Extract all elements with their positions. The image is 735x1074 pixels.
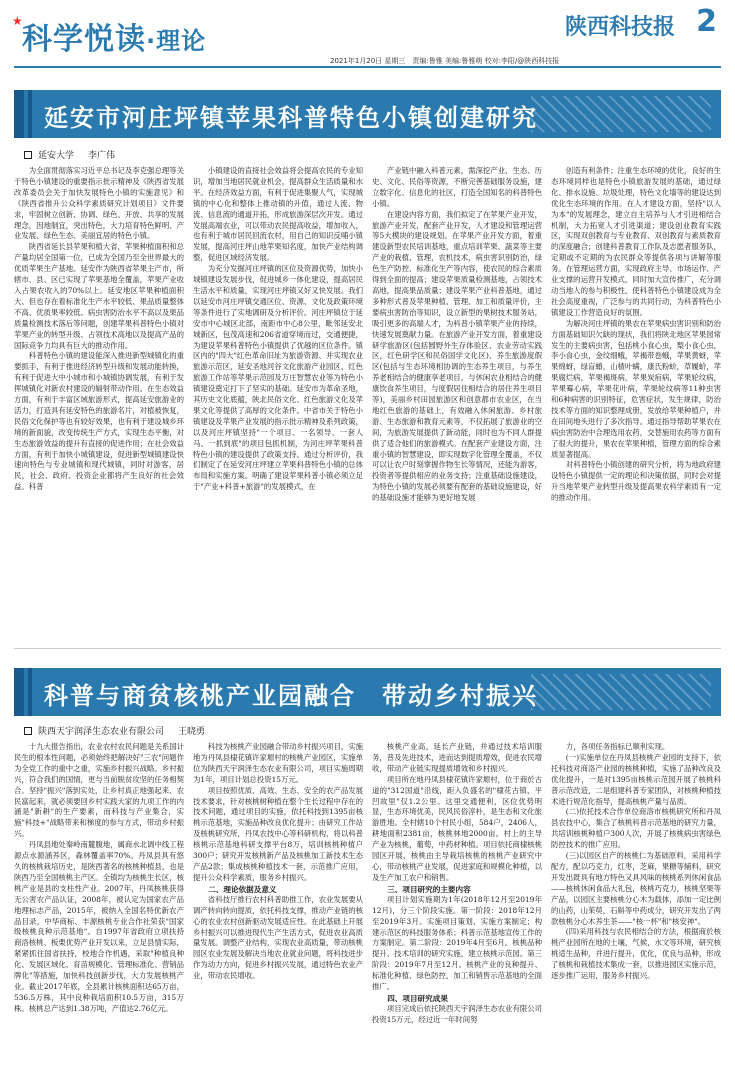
paragraph: 科技为核桃产业园融合带动乡村振兴项目，实施地为丹凤县棣花镇许家塬村的核桃产业园区，实施单位为陕西天宇润泽生态农业有限公司，项目实施周期为1年，项目计划总投资15万元。 (193, 742, 363, 784)
article2-title: 科普与商贫核桃产业园融合 带动乡村振兴 (44, 682, 538, 710)
article1-author: 李广伟 (88, 151, 116, 161)
banner-stripe (14, 668, 24, 716)
article1-column (193, 166, 363, 640)
section-subtitle: ·理论 (146, 27, 207, 55)
paragraph: 产业链中融入科普元素，需深挖产业、生态、历史、文化、民俗等资源，不断完善基础服务设施，建立数字化、信息化的社区，打造全国知名的科普特色小镇。 (372, 166, 542, 208)
square-icon (24, 727, 32, 735)
section-title (22, 14, 206, 58)
article1-banner (14, 90, 721, 138)
article1-column (551, 166, 721, 640)
article2-column (551, 742, 721, 1066)
section-heading: 四、项目研究成果 (387, 993, 448, 1003)
paragraph: (三)以园区自产的核桃仁为基础原料，采用科学配方，配以巧克力，红枣，芝麻，果糖等辅料，研究开发出既具有地方特色又具风味的核桃系列休闲食品——核桃休闲食品大礼包，核桃巧克力，核桃坚果等产品，以园区主要核桃分心木为载体，添加一定比例的山药，山茱萸，石斛等中药成分，研究开发出了两款核桃分心木养生茶——"核一杯"和"核安神"。 (551, 851, 721, 926)
banner-stripe (28, 668, 32, 716)
paragraph: (二)依托技术合作单位商洛市核桃研究所和丹凤县农技中心，集合了核桃科普示范基地的研究力量，共培训核桃种植户300人次，开展了核桃病虫害绿色防控技术的推广应用。 (551, 807, 721, 850)
header-rule (14, 66, 721, 68)
paragraph: 十九大报告指出，农业农村农民问题是关系国计民生的根本性问题，必须始终把解决好"三农"问题作为全党工作的重中之重，实施乡村振兴战略。乡村振兴，符合我们的国情，更与当前脱贫攻坚的任务相契合。坚持"振兴"落到实处，让乡村真正地强起来、农民富起来，就必须要回乡村实践大家的九项工作的内涵是"新耕"的生产要素，而科技与产业集合，实施"科技+"战略带来和梯度的参与方式，带动乡村振兴。 (14, 742, 184, 839)
paragraph: 省科技厅推行农村科普助推工作，农业发展要从调产转向转向提质，依托科技支撑，推动产业链的核心的农业农村创新驱动发展适应性。在此基础上开展乡村振兴可以推进现代生产生活方式，促进农业高质量发展。调整产业结构，实现农业高质量，带动核桃园区农业发展及解决当地农业就业问题，将科技进步作为动力方向，促进乡村振兴发展，通过特色农业产业，带动农民增收。 (193, 894, 363, 981)
paragraph: 为充分发掘河庄坪镇的区位及资源优势，加快小城镇建设发展步伐，促进城乡一体化建设，提高居民生活水平和质量，实现河庄坪镇又好又快发展。我们以延安市河庄坪镇交通区位、资源、文化及政策环境等条件进行了实地调研及分析评价。河庄坪镇位于延安市中心城区北部，南距市中心8公里，毗邻延安北城新区，包茂高速和206省道穿境而过，交通便捷，为建设苹果科普特色小镇提供了优越的区位条件。镇区内的"四大"红色革命旧址为旅游资源、并实现农业旅游示范区，延安圣地河谷文化旅游产业园区、红色旅游工作站等苹果示范园及万庄智慧农业等为特色小镇建设奠定打下了坚实的基础。延安市为革命圣地，其历史文化底蕴，陕北民俗文化、红色旅游文化及苹果文化等提供了高厚的文化条件。中省市关于特色小镇建设及苹果产业发展的指示批示精神及系列政策，以及河庄坪镇坚持"一个项目、一名领导、一套人马、一抓到底"的项目包抓机制，为河庄坪苹果科普特色小镇的建设提供了政策支持。通过分析评价，我们制定了在延安河庄坪建立苹果科普特色小镇的总体布局和实施方案。明确了建设苹果科普小镇必须立足于"产业+科普+旅游"的发展模式，在 (193, 264, 363, 492)
section-heading: 三、项目研究的主要内容 (387, 884, 471, 894)
article1-title: 延安市河庄坪镇苹果科普特色小镇创建研究 (44, 104, 538, 132)
article2-body (14, 742, 721, 1066)
article2-org: 陕西天宇润泽生态农业有限公司 (38, 727, 165, 737)
paragraph: 丹凤县地处秦岭南麓腹地，属商水北调中线工程源点水源涵养区，森林覆盖率70%。丹凤县具有悠久的核桃栽培历史，是陕西著名的核桃种植县，也是陕西乃至全国核桃主产区。全镇均为核桃生长区，核桃产业是县的支柱性产业。2007年，丹凤核桃获得无公害农产品认证，2008年，被认定为国家农产品地理标志产品，2015年，被纳入全国名特优新农产品目录，中华商标、丰源核桃专业合作社荣获"国家级核桃良种示范基地"。自1997年省政府立项扶持商洛核桃、板栗优势产业开发以来，立足县情实际，紧紧抓住国省扶持，校地合作机遇，采取"种植良种化、发展区域化、育苗规模化、管理标准化、营销品牌化"等措施，加快科技创新步伐，大力发展核桃产业。截止2017年底，全县累计核桃面积达65万亩，536.5万株，其中良种栽培面积10.5万亩，315万株。核桃总产达到1.38万吨，产值达2.76亿元。 (14, 840, 184, 1013)
square-icon (24, 151, 32, 159)
page-number: 2 (696, 4, 717, 39)
article1-column (372, 166, 542, 640)
newspaper-name: 陕西科技报 (564, 15, 675, 40)
paragraph: (一)实施单位在丹凤县核桃产业园的支持下，依托科技对商洛产业园的核桃种植，实施了品种改良及优化提升，一是对1395亩核桃示范园开展了核桃科普示范改造，二是组建科普专家团队，对核桃种植技术进行规范化指导，提高核桃产量与品质。 (551, 752, 721, 806)
article1-org: 延安大学 (38, 151, 75, 161)
article2-column (372, 742, 542, 1066)
paragraph: (四)采用科技与农民相结合的方法，根据商於核桃产业园所在地的土壤，气候，水文等环境，研究核桃适生品种，并进行提升，优化，优良与品种，形成了核桃和栽植技术集成一套，以推进园区实施示范，逐步推广运用，服务乡村振兴。 (551, 927, 721, 981)
article1-column (14, 166, 184, 640)
banner-pattern (531, 96, 711, 132)
paragraph: 项目所在地丹凤县棣花镇许家塬村，位于商於古道的"312国道"沿线，距入负盛名的"棣花古镇，平凹故里"仅1.2公里。这里交通便利，区位优势明显，生态环境优美，民风民俗淳朴，是生态和文化旅游胜地。全村辖10个村民小组，584户，2406人，耕地面积2381亩，核桃林地2000亩。村上的主导产业为核桃，葡萄，中药材种植。项目依托商棣核桃园区开展，核桃由主导栽培核桃的核桃产业研究中心，带动核桃产业发展，促进家庭和规模化种植，以及生产加工农户和销售。 (372, 774, 542, 882)
paragraph: 在建设内容方面，我们拟定了在苹果产业开发，旅游产业开发，配套产业开发，人才建设和管理运营等5大模块的建设规划。在苹果产业开发方面，着重建设新型农民培训基地，重点培训苹果、蔬菜等主要产业的栽植、管理，农机技术，病虫害识别防治，绿色生产防控、标准化生产等内容，使农民的综合素质得到全面的提高；建设苹果质量检测基地，占领技术高地，提高果品质量；建设苹果产业科普基地，通过多种形式普及苹果种植、管理、加工和质量评价，主要病虫害防治等知识，设立新型的果树技术服务站，吸引更多的高端人才，为科普小镇苹果产业的持续，快速发展奠献力量。在旅游产业开发方面，着重建设研学旅游区(包括圆野外生存体验区、农业劳动实践区，红色研学区和民俗国学文化区)、养生旅游度假区(包括与生态环境相协调的生态养生项目，与养生养老相结合的健康享老项目，与休闲农业相结合的健康饮食养生项目，与度假居住相结合的居住养生项目等)，美丽乡村田园旅游区和创意都市农业区，在当地红色旅游的基础上，有效融入休闲旅游、乡村旅游、生态旅游和教育元素等，不仅拓展了旅游业的空间，为旅游发展提供了新动能，同时也为不同人群提供了适合他们的旅游模式。在配套产业建设方面，注重小镇的智慧建设，即实现数字化管理全覆盖，不仅可以让农户时刻掌握作物生长等情况，还能为游客，投资者等提供相应的业务支持；注重基础设施建设，为特色小镇的发展必须要有配套的基础设施建设，好的基础设施才能够为更好地发展 (372, 209, 542, 503)
page-header (0, 0, 735, 72)
banner-stripe (14, 90, 24, 138)
article2-byline (24, 724, 205, 737)
paragraph: 陕西省延长县苹果和植大省，苹果种植面积和总产量均居全国第一位，已成为全国乃至全世界最大的优质苹果生产基地。延安作为陕西省苹果主产市，所辖市、县、区已实现了苹果基地全覆盖，苹果产业收入占果农收入的70%以上。延安地区苹果种植面积大、但也存在着标准化生产水平较低、果品质量整体不高、优质果率较低、病虫害防治水平不高以及果品质量检测技术落后等问题，创建苹果科普特色小镇对苹果产业的转型升级、占领技术高地以及提高产品的国际竞争力均具有巨大的推动作用。 (14, 242, 184, 350)
paragraph: 为解决河庄坪镇的果农在苹果病虫害识别和防治方面基础知识欠缺的现状，我们将陕北地区苹果园常发生的主要病虫害，包括桃小食心虫，梨小食心虫，李小食心虫，金纹细蛾，苹褐带卷蛾，苹果黄蚜，苹果绵蚜，绿盲蝽，山楂叶螨，康氏粉蚧，草履蚧，苹果腐烂病，苹果褐斑病，苹果炭疽病，苹果轮纹病，苹果霉心病，苹果花叶病，苹果轮纹病等11种虫害和6种病害的识别特征，危害症状，发生规律，防治技术等方面的知识整理成册，发放给苹果种植户，并在田间地头进行了多次指导。通过指导帮助苹果农在病虫害防治中合理选用农药，交替施用农药等方面有了很大的提升，果农在苹果种植，管理方面的综合素质显著提高。 (551, 318, 721, 459)
star-icon: ★ (12, 14, 23, 28)
article-divider (14, 648, 721, 649)
paragraph: 项目按照优质、高效、生态、安全的农产品发展技术要求，针对核桃树种植在整个生长过程中存在的技术问题，通过项目的实施，依托科技到1395亩核桃示范基地，实施品种改良优化提升；由研究工作站及核桃研究所，丹凤农技中心等科研机构，将以科普核桃示范基地科研支撑平台8万，培训核桃种植户300户；研究开发核桃新产品及核桃加工新技术生态产品2款；集成核桃种植技术一套，示范推广应用，提升公众科学素质，服务乡村振兴。 (193, 785, 363, 882)
banner-pattern (531, 674, 711, 710)
section-heading: 二、理论依据及意义 (208, 884, 277, 894)
banner-stripe (28, 90, 32, 138)
paragraph: 创造有利条件；注重生态环境的优化，良好的生态环境同样也是特色小镇旅游发展的基础，通过绿化、排水设施、垃圾处理，特色文化墙等的建设达到优化生态环境的作用。在人才建设方面，坚持"以人为本"的发展理念，建立自主培养与人才引进相结合机制，大力拓宽人才引进渠道；建设创业教育实践区，实现双创教育与专业教育、双创教育与素质教育的深度融合；创建科普教育工作队及志愿者服务队，定期或不定期的为农民群众等提供各项与讲解等服务。在管理运营方面，实现政府主导、市场运作、产业支撑的运营开发模式，同时加大宣传推广，充分调动当地人的参与积极性，使科普特色小镇建设成为全社会高度重视，广泛参与的共同行动，为科普特色小镇建设工作营造良好的氛围。 (551, 166, 721, 317)
article2-banner (14, 668, 721, 716)
paragraph: 为全面贯彻落实习近平总书记及李克强总理等关于特色小镇建设的重要指示批示精神及《陕西省发展改革委员会关于加快发展特色小镇的实施意见》和《陕西省推升公众科学素质研究计划项目》文件要求，牢固树立创新、协调、绿色、开放、共享的发展理念，因地制宜，突出特色，大力培育特色鲜明、产业发展、绿色生态、美丽宜居的特色小镇。 (14, 166, 184, 241)
paragraph: 项目计划实施期为1年(2018年12月至2019年12月)，分三个阶段实施。第一阶段：2018年12月至2019年3月。实施项目策划、实施方案制定；构建示范区的科技服务体系；科普示范基地宣传工作的方案制定。第二阶段：2019年4月至6月。核桃品种提升、技术培训的研究实施，建立核桃示范园。第三阶段：2019年7月至12月。核桃产业的良种提升、标准化种植、绿色防控，加工和销售示范基地的全面推广。 (372, 894, 542, 992)
paragraph: 对科普特色小镇创建的研究分析，将为地政府建设特色小镇提供一定的理论和决策依据，同时会对提升当地苹果产业转型升级及提高果农科学素质有一定的推动作用。 (551, 460, 721, 503)
article2-column (14, 742, 184, 1066)
article1-body (14, 166, 721, 640)
paragraph: 科普特色小镇的建设能深入推进新型城镇化的重要抓手，有利于推进经济转型升级和发展动能转换，有利于促进大中小城市和小城镇协调发展，有利于发挥城镇化对新农村建设的辐射带动作用。在生态效益方面，有利于丰富区域旅游形式，提高延安旅游业的活力，打造具有延安特色的旅游名片，对植被恢复，民俗文化保护等也有较好效果，也有利于建设城乡环境的新面貌，改变传统生产方式，实现生态平衡，对生态旅游效益的提升有直接的促进作用；在社会效益方面，有利于加快小城镇建设，促进新型城镇建设快速向特色与专业城镇和现代城镇，同时对游客，居民，社会、政府、投资企业都将产生良好的社会效益。科普 (14, 351, 184, 492)
issue-meta: 2021年1月20日 星期三 责编:鲁雅 美编:鲁雅萌 校对:李阳/@陕西科技报 (330, 57, 560, 65)
article1-byline (24, 148, 115, 161)
paragraph: 项目完成后依托陕西天宇润泽生态农业有限公司投资15万元，经过近一年时间努 (372, 1003, 542, 1024)
paragraph: 力，各项任务指标已顺利实现。 (565, 742, 670, 751)
article2-author: 王晓勇 (178, 727, 206, 737)
section-title-text: 科学悦读 (22, 22, 146, 57)
paragraph: 核桃产业高，延长产业链，并通过技术培训服务，普及先进技术，进而达到提质增效，促进农民增收，带动产业链实现提质增效和乡村振兴。 (372, 742, 542, 773)
paragraph: 小镇建设的直接社会效益将会提高农民的专业知识，增加当地居民就业机会，提高群众生活质量和水平。在经济效益方面，有利于促进集聚人气，实现城镇的中心化和整体上推动镇的升值，通过人流、物流、信息流的通道开拓，形成旅游深层次开发。通过发展高端农业，可以带动农民提高收益，增加收入，也有利于城市居民回流农村，用自己的知识反哺小镇发展，提高河庄坪山地苹果知名度，加快产业结构调整，促进区域经济发展。 (193, 166, 363, 263)
article2-column (193, 742, 363, 1066)
